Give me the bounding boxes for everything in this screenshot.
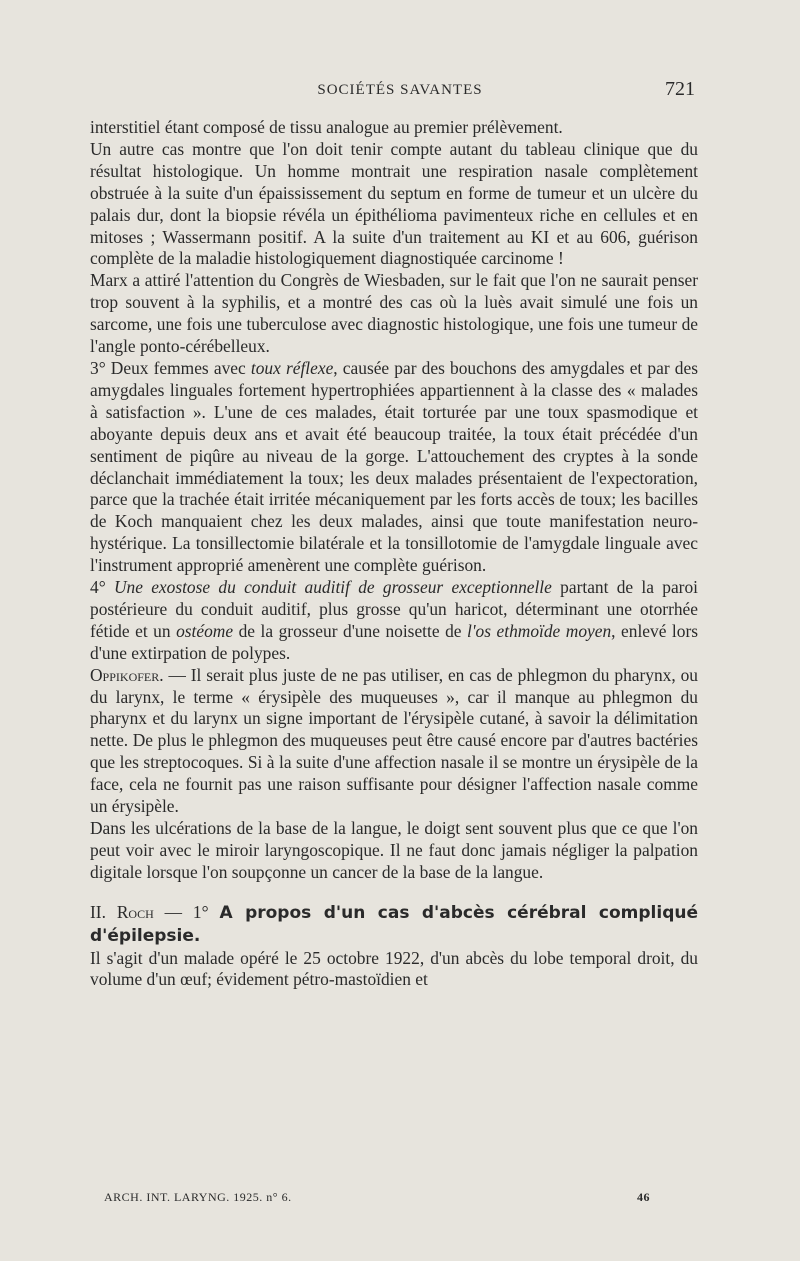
paragraph-exostose [90,577,698,665]
section-heading [90,902,698,948]
section-author: Roch [116,901,154,922]
section-dash: — 1° [153,901,220,922]
page-footer [90,1190,650,1210]
running-head [0,78,800,102]
paragraph: Dans les ulcérations de la base de la langue, le doigt sent souvent plus que ce que l'on peut voir avec le miroir laryngoscopique. Il ne faut donc jamais négliger la palpation digitale lorsque l'on soupçonne un cancer de la base de la langue. [90,818,698,882]
footer-signature: 46 [637,1190,650,1204]
italic-term: l'os ethmoïde moyen [467,620,612,641]
text-run: de la grosseur d'une noisette de [233,620,467,641]
text-run: , enlevé lors d'une extirpation de polypes. [90,620,699,663]
italic-term: toux réflexe [250,357,334,378]
italic-term: Une exostose du conduit auditif de grosseur exceptionnelle [113,577,552,598]
paragraph-oppikofer [90,665,698,818]
text-run: 3° Deux femmes avec [90,357,251,378]
text-run: 4° [90,577,114,598]
paragraph: Il s'agit d'un malade opéré le 25 octobre 1922, d'un abcès du lobe temporal droit, du volume d'un œuf; évidement pétro-mastoïdien et [90,947,698,990]
text-run: partant de la paroi postérieure du conduit auditif, plus grosse qu'un haricot, déterminant une otorrhée fétide et un [90,577,699,641]
italic-term: ostéome [176,620,234,641]
paragraph: Marx a attiré l'attention du Congrès de Wiesbaden, sur le fait que l'on ne saurait penser trop souvent à la syphilis, et a montré des cas où la luès avait simulé une fois un sarcome, une fois une tuberculose avec diagnostic histologique, une fois une tumeur de l'angle ponto-cérébelleux. [90,270,698,357]
running-head-title: SOCIÉTÉS SAVANTES [317,82,483,98]
text-run: , causée par des bouchons des amygdales et par des amygdales linguales fortement hypertrophiées appartiennent à la classe des « malades à satisfaction ». L'une de ces malades, était torturée par une toux spasmodique et aboyante depuis deux ans et avait été beaucoup traitée, la toux était précédée d'un sentiment de piqûre au niveau de la gorge. L'attouchement des cryptes à la sonde déclanchait immédiatement la toux; les deux malades présentaient de l'expectoration, parce que la trachée était irritée mécaniquement par les forts accès de toux; les bacilles de Koch manquaient chez les deux malades, ainsi que toute manifestation neuro-hystérique. La tonsillectomie bilatérale et la tonsillotomie de l'amygdale linguale avec l'instrument approprié amenèrent une complète guérison. [90,357,698,576]
page-number: 721 [665,78,695,100]
paragraph-toux-reflexe [90,358,698,577]
body-text [90,117,698,991]
speaker-name: Oppikofer. [90,664,164,685]
section-title: A propos d'un cas d'abcès cérébral compliqué d'épilepsie. [90,902,699,946]
text-run: — Il serait plus juste de ne pas utiliser, en cas de phlegmon du pharynx, ou du larynx, le terme « érysipèle des muqueuses », car il manque au phlegmon du pharynx et du larynx un signe important de l'érysipèle cutané, à savoir la délimitation nette. De plus le phlegmon des muqueuses peut être causé encore par d'autres bactéries que les streptocoques. Si à la suite d'une affection nasale il se montre un érysipèle de la face, cela ne fournit pas une raison suffisante pour désigner l'affection nasale comme un érysipèle. [90,664,698,817]
footer-journal: ARCH. INT. LARYNG. 1925. n° 6. [104,1190,292,1204]
section-number: II. [90,901,117,922]
paragraph: Un autre cas montre que l'on doit tenir compte autant du tableau clinique que du résultat histologique. Un homme montrait une respiration nasale complètement obstruée à la suite d'un épaississement du septum en forme de tumeur et un ulcère du palais dur, dont la biopsie révéla un épithélioma pavimenteux riche en cellules et en mitoses ; Wassermann positif. A la suite d'un traitement au KI et au 606, guérison complète de la maladie histologiquement diagnostiquée carcinome ! [90,138,698,269]
paragraph: interstitiel étant composé de tissu analogue au premier prélèvement. [90,117,563,137]
